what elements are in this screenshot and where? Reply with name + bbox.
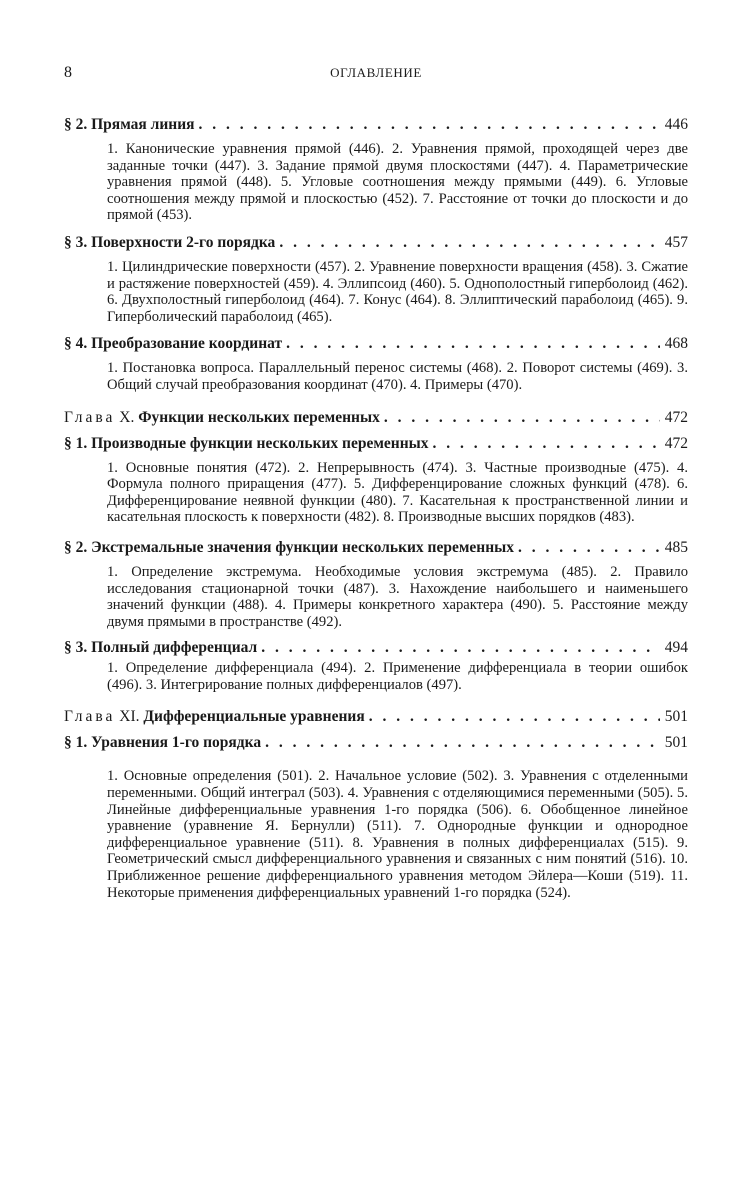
- section-number: § 4.: [64, 335, 88, 353]
- toc-entry-line[interactable]: [64, 115, 688, 135]
- section-contents: 1. Канонические уравнения прямой (446). 2. Уравнения прямой, проходящей через две заданные точки (447). 3. Задание прямой двумя плоскостями (447). 4. Параметрические уравнения прямой (448). 5. Угловые соотношения между прямыми (449). 6. Угловые соотношения между прямой и плоскостью (452). 7. Расстояние от точки до плоскости и до прямой (453).: [107, 141, 688, 224]
- section-number: § 2.: [64, 538, 88, 556]
- section-number: § 3.: [64, 233, 88, 251]
- section-contents: 1. Основные определения (501). 2. Начальное условие (502). 3. Уравнения с отделенными переменными. Общий интеграл (503). 4. Уравнения с отделяющимися переменными (505). 5. Линейные дифференциальные уравнения 1-го порядка (506). 6. Обобщенное линейное уравнение (уравнение Я. Бернулли) (511). 7. Однородные функции и однородное дифференциальное уравнение (511). 8. Уравнения в полных дифференциалах (515). 9. Геометрический смысл дифференциального уравнения и связанных с ним понятий (516). 10. Приближенное решение дифференциального уравнения методом Эйлера—Коши (519). 11. Некоторые применения дифференциальных уравнений 1-го порядка (524).: [107, 768, 688, 901]
- toc-entry-surfaces[interactable]: [64, 233, 688, 253]
- section-number: § 2.: [64, 116, 88, 133]
- dot-leader: [286, 334, 660, 354]
- dot-leader: [384, 408, 660, 428]
- page-ref: 472: [664, 434, 688, 452]
- page-ref: 485: [664, 538, 688, 556]
- dot-leader: [261, 638, 660, 658]
- page-ref: 501: [664, 708, 688, 726]
- section-title: Поверхности 2-го порядка: [91, 233, 276, 251]
- page-ref: 501: [664, 734, 688, 752]
- toc-entry-first-order[interactable]: [64, 733, 688, 753]
- dot-leader: [199, 115, 660, 135]
- section-contents: 1. Цилиндрические поверхности (457). 2. Уравнение поверхности вращения (458). 3. Сжатие и растяжение поверхностей (459). 4. Эллипсоид (460). 5. Однополостный гиперболоид (462). 6. Двухполостный гиперболоид (464). 7. Конус (464). 8. Эллиптический параболоид (465). 9. Гиперболический параболоид (465).: [107, 258, 688, 325]
- toc-entry-extrema[interactable]: [64, 538, 688, 558]
- dot-leader: [279, 233, 660, 253]
- page-ref: 468: [664, 335, 688, 353]
- chapter-number: X.: [119, 408, 135, 426]
- section-title: Преобразование координат: [91, 335, 283, 353]
- dot-leader: [265, 733, 660, 753]
- section-number: § 1.: [64, 434, 88, 452]
- toc-entry-coordinates[interactable]: [64, 334, 688, 354]
- toc-chapter-x[interactable]: [64, 408, 688, 428]
- section-number: § 1.: [64, 734, 88, 752]
- section-contents: 1. Определение экстремума. Необходимые условия экстремума (485). 2. Правило исследования стационарной точки (487). 3. Нахождение наибольшего и наименьшего значений функции (488). 4. Примеры конкретного характера (490). 5. Расстояние между двумя прямыми в пространстве (492).: [107, 563, 688, 630]
- section-title: Производные функции нескольких переменных: [91, 434, 429, 452]
- chapter-word: Глава: [64, 408, 116, 426]
- section-number: § 3.: [64, 639, 88, 657]
- page-ref: 457: [664, 233, 688, 251]
- dot-leader: [433, 434, 660, 454]
- page-ref: 446: [664, 116, 688, 133]
- page-title: ОГЛАВЛЕНИЕ: [330, 65, 422, 80]
- page-ref: 494: [664, 639, 688, 657]
- dot-leader: [369, 707, 660, 727]
- toc-chapter-xi[interactable]: [64, 707, 688, 727]
- chapter-number: XI.: [119, 708, 140, 726]
- chapter-title: Функции нескольких переменных: [138, 408, 380, 426]
- chapter-title: Дифференциальные уравнения: [143, 708, 365, 726]
- toc-entry-derivatives[interactable]: [64, 434, 688, 454]
- section-title: Прямая линия: [91, 116, 195, 133]
- chapter-word: Глава: [64, 708, 116, 726]
- section-contents: 1. Постановка вопроса. Параллельный перенос системы (468). 2. Поворот системы (469). 3. Общий случай преобразования координат (470). 4. Примеры (470).: [107, 360, 688, 393]
- section-contents: 1. Определение дифференциала (494). 2. Применение дифференциала в теории ошибок (496). 3. Интегрирование полных дифференциалов (497).: [107, 660, 688, 693]
- page-number: 8: [64, 64, 72, 81]
- section-title: Уравнения 1-го порядка: [91, 734, 262, 752]
- section-title: Полный дифференциал: [91, 639, 258, 657]
- dot-leader: [518, 538, 660, 558]
- toc-entry-total-differential[interactable]: [64, 638, 688, 658]
- section-title: Экстремальные значения функции нескольких переменных: [91, 538, 515, 556]
- section-contents: 1. Основные понятия (472). 2. Непрерывность (474). 3. Частные производные (475). 4. Формула полного приращения (477). 5. Дифференцирование сложных функций (478). 6. Дифференцирование неявной функции (480). 7. Касательная к пространственной линии и касательная плоскость к поверхности (482). 8. Производные высших порядков (483).: [107, 459, 688, 526]
- running-head: [64, 64, 688, 84]
- table-of-contents: [64, 115, 688, 901]
- page-ref: 472: [664, 408, 688, 426]
